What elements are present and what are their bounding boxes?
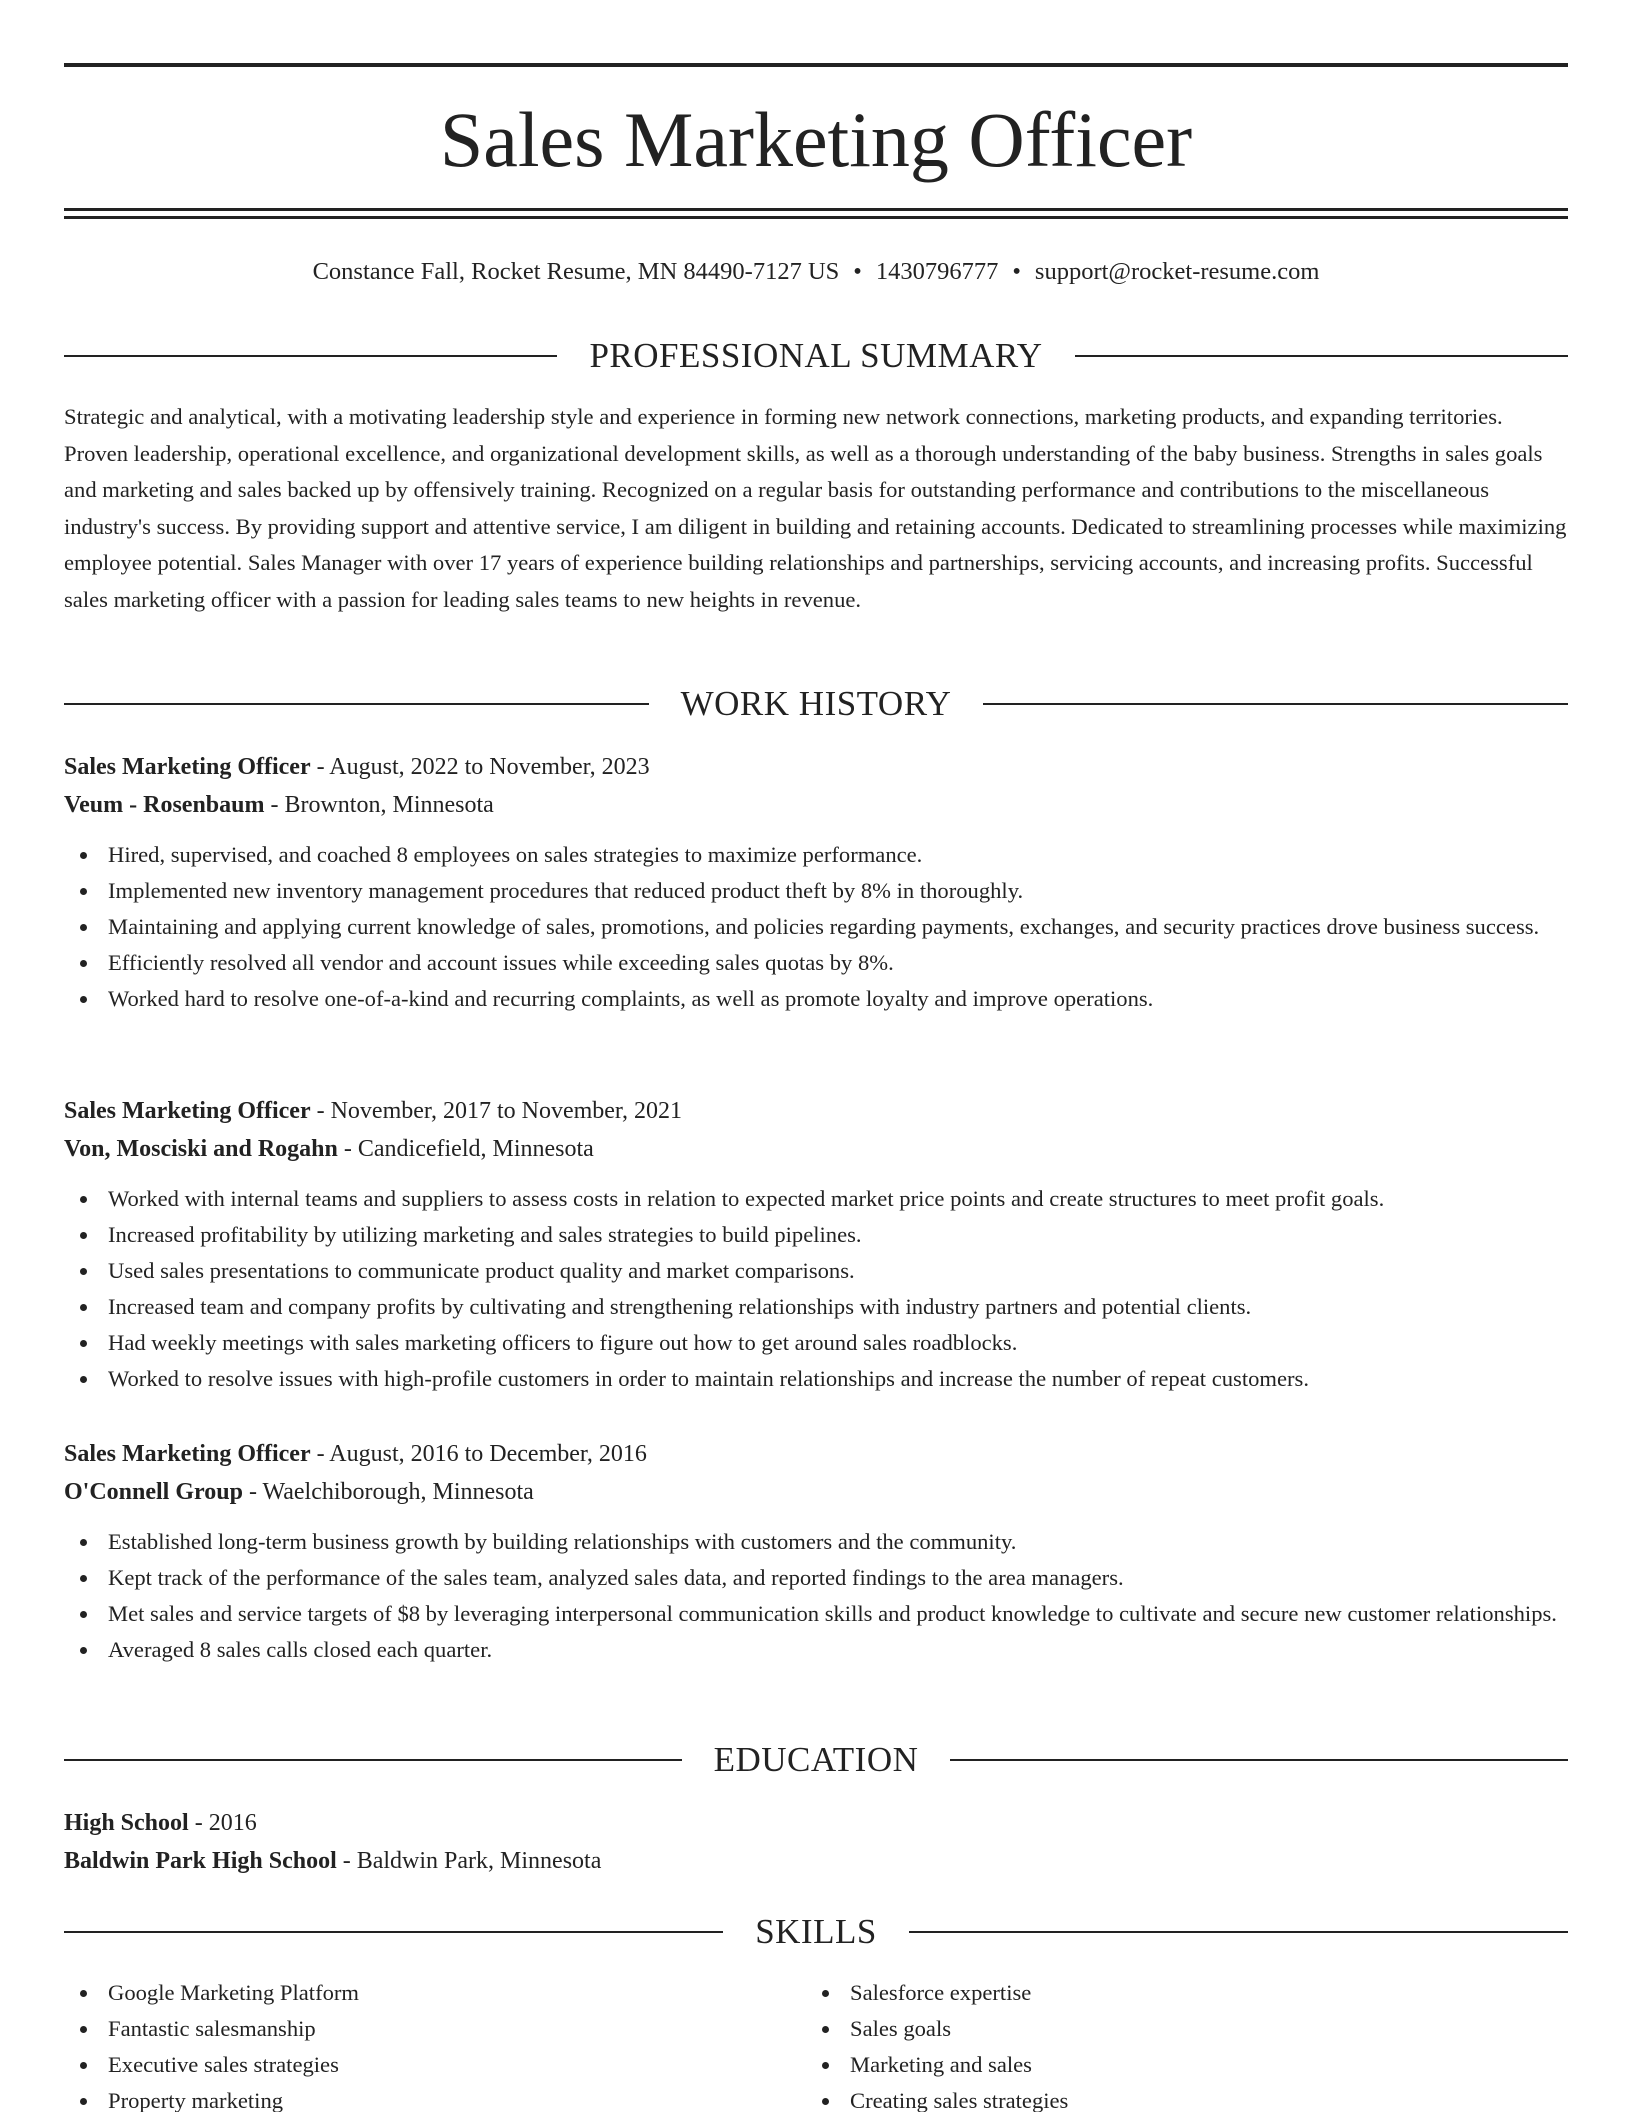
job-title-line <box>64 748 1568 786</box>
section-heading-education <box>64 1740 1568 1780</box>
contact-phone: 1430796777 <box>875 258 999 285</box>
job-title-line <box>64 1435 1568 1473</box>
job-location: - Candicefield, Minnesota <box>337 1136 594 1162</box>
education-degree: High School <box>64 1810 189 1836</box>
list-item: Increased profitability by utilizing marketing and sales strategies to build pipelines. <box>64 1217 1568 1253</box>
job-title-line <box>64 1092 1568 1130</box>
education-degree-line <box>64 1804 1568 1842</box>
list-item: Salesforce expertise <box>806 1975 1548 2011</box>
list-item: Executive sales strategies <box>64 2047 806 2083</box>
skills-list <box>64 1975 1568 2112</box>
education-school: Baldwin Park High School <box>64 1848 337 1874</box>
heading-rule <box>64 703 649 705</box>
list-item: Sales goals <box>806 2011 1548 2047</box>
job-entry <box>64 748 1568 1017</box>
list-item: Implemented new inventory management procedures that reduced product theft by 8% in thoroughly. <box>64 873 1568 909</box>
job-role: Sales Marketing Officer <box>64 754 311 780</box>
list-item: Had weekly meetings with sales marketing officers to figure out how to get around sales roadblocks. <box>64 1325 1568 1361</box>
education-entry <box>64 1804 1568 1880</box>
contact-email: support@rocket-resume.com <box>1034 258 1320 285</box>
summary-text: Strategic and analytical, with a motivating leadership style and experience in forming new network connections, marketing products, and expanding territories. Proven leadership, operational excellence, and organizational development skills, as well as a thorough understanding of the baby business. Strengths in sales goals and marketing and sales backed up by offensively training. Recognized on a regular basis for outstanding performance and contributions to the miscellaneous industry's success. By providing support and attentive service, I am diligent in building and retaining accounts. Dedicated to streamlining processes while maximizing employee potential. Sales Manager with over 17 years of experience building relationships and partnerships, servicing accounts, and increasing profits. Successful sales marketing officer with a passion for leading sales teams to new heights in revenue. <box>64 404 1567 612</box>
contact-separator: • <box>1012 258 1021 285</box>
top-rule <box>64 63 1568 67</box>
education-school-line <box>64 1842 1568 1880</box>
heading-rule <box>64 355 557 357</box>
list-item: Property marketing <box>64 2083 806 2112</box>
resume-title: Sales Marketing Officer <box>439 96 1193 183</box>
heading-rule <box>64 1759 682 1761</box>
job-entry <box>64 1092 1568 1397</box>
job-company: O'Connell Group <box>64 1479 243 1505</box>
skills-column-right <box>806 1975 1548 2112</box>
job-bullet-list <box>64 1524 1568 1668</box>
job-company: Von, Mosciski and Rogahn <box>64 1136 338 1162</box>
list-item: Increased team and company profits by cultivating and strengthening relationships with industry partners and potential clients. <box>64 1289 1568 1325</box>
skills-column-left <box>64 1975 806 2112</box>
list-item: Maintaining and applying current knowledge of sales, promotions, and policies regarding payments, exchanges, and security practices drove business success. <box>64 909 1568 945</box>
list-item: Hired, supervised, and coached 8 employees on sales strategies to maximize performance. <box>64 837 1568 873</box>
heading-rule <box>983 703 1568 705</box>
job-role: Sales Marketing Officer <box>64 1441 311 1467</box>
contact-separator: • <box>853 258 862 285</box>
list-item: Met sales and service targets of $8 by leveraging interpersonal communication skills and product knowledge to cultivate and secure new customer relationships. <box>64 1596 1568 1632</box>
heading-rule <box>950 1759 1568 1761</box>
job-location: - Waelchiborough, Minnesota <box>242 1479 534 1505</box>
job-company: Veum - Rosenbaum <box>64 792 265 818</box>
list-item: Google Marketing Platform <box>64 1975 806 2011</box>
job-company-line <box>64 1473 1568 1511</box>
job-dates: - August, 2022 to November, 2023 <box>310 754 650 780</box>
heading-rule <box>909 1931 1568 1933</box>
list-item: Marketing and sales <box>806 2047 1548 2083</box>
section-title: WORK HISTORY <box>680 684 952 723</box>
section-title: SKILLS <box>755 1912 877 1951</box>
list-item: Worked hard to resolve one-of-a-kind and recurring complaints, as well as promote loyalty and improve operations. <box>64 981 1568 1017</box>
job-entry <box>64 1435 1568 1668</box>
section-heading-skills <box>64 1912 1568 1952</box>
job-bullet-list <box>64 837 1568 1017</box>
double-rule <box>64 208 1568 219</box>
job-company-line <box>64 1130 1568 1168</box>
section-heading-work <box>64 684 1568 724</box>
education-location: - Baldwin Park, Minnesota <box>336 1848 602 1874</box>
job-dates: - November, 2017 to November, 2021 <box>310 1098 682 1124</box>
section-title: EDUCATION <box>713 1740 919 1779</box>
contact-line <box>64 254 1568 290</box>
heading-rule <box>64 1931 723 1933</box>
list-item: Kept track of the performance of the sales team, analyzed sales data, and reported findings to the area managers. <box>64 1560 1568 1596</box>
list-item: Efficiently resolved all vendor and account issues while exceeding sales quotas by 8%. <box>64 945 1568 981</box>
list-item: Worked to resolve issues with high-profile customers in order to maintain relationships and increase the number of repeat customers. <box>64 1361 1568 1397</box>
list-item: Established long-term business growth by building relationships with customers and the community. <box>64 1524 1568 1560</box>
job-dates: - August, 2016 to December, 2016 <box>310 1441 647 1467</box>
heading-rule <box>1075 355 1568 357</box>
resume-page <box>64 0 1568 2112</box>
list-item: Creating sales strategies <box>806 2083 1548 2112</box>
job-bullet-list <box>64 1181 1568 1397</box>
job-company-line <box>64 786 1568 824</box>
list-item: Worked with internal teams and suppliers to assess costs in relation to expected market price points and create structures to meet profit goals. <box>64 1181 1568 1217</box>
list-item: Averaged 8 sales calls closed each quarter. <box>64 1632 1568 1668</box>
section-title: PROFESSIONAL SUMMARY <box>589 336 1043 375</box>
job-location: - Brownton, Minnesota <box>264 792 494 818</box>
section-heading-summary <box>64 336 1568 376</box>
list-item: Fantastic salesmanship <box>64 2011 806 2047</box>
contact-address: Constance Fall, Rocket Resume, MN 84490-7127 US <box>312 258 840 285</box>
education-year: - 2016 <box>188 1810 257 1836</box>
list-item: Used sales presentations to communicate product quality and market comparisons. <box>64 1253 1568 1289</box>
job-role: Sales Marketing Officer <box>64 1098 311 1124</box>
